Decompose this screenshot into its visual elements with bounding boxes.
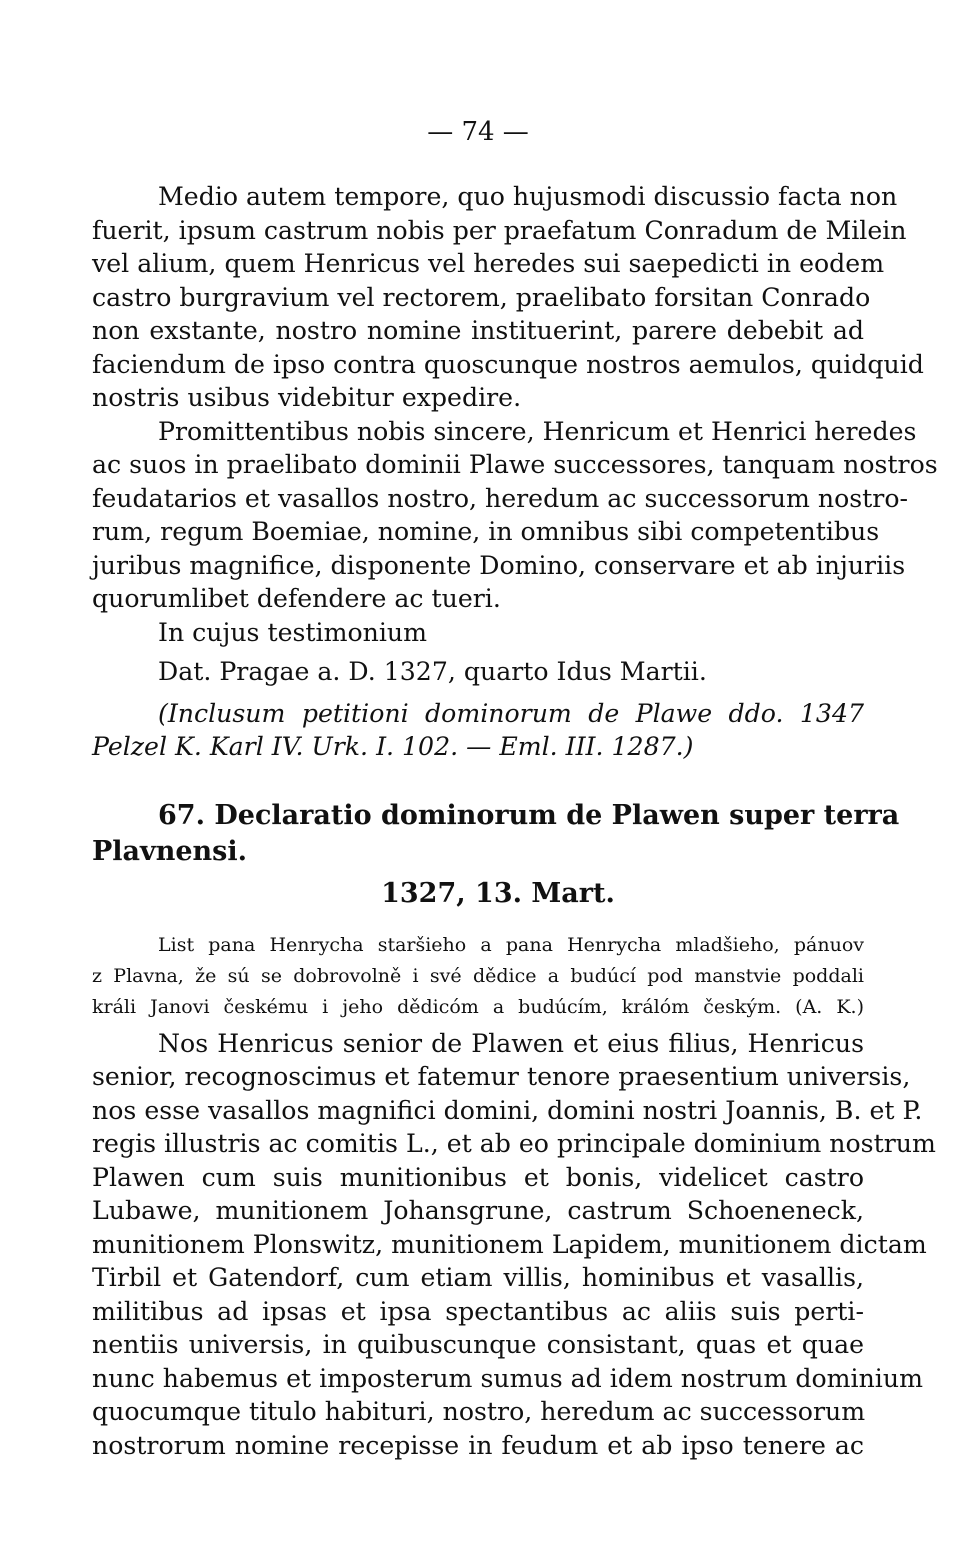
dating-clause: Dat. Pragae a. D. 1327, quarto Idus Martii. bbox=[158, 657, 707, 686]
text-line: Nos Henricus senior de Plawen et eius filius, Henricus bbox=[158, 1028, 864, 1058]
testimonium-line: In cujus testimonium bbox=[158, 617, 428, 647]
text-line: nostris usibus videbitur expedire. bbox=[92, 383, 522, 412]
text-line: castro burgravium vel rectorem, praelibato forsitan Conrado bbox=[92, 282, 871, 312]
text-line: Promittentibus nobis sincere, Henricum et Henrici heredes bbox=[158, 416, 917, 446]
text-line: nentiis universis, in quibuscunque consistant, quas et quae bbox=[92, 1330, 864, 1359]
text-line: faciendum de ipso contra quoscunque nostros aemulos, quidquid bbox=[92, 349, 924, 379]
document-heading: Plavnensi. bbox=[92, 835, 248, 867]
text-line: militibus ad ipsas et ipsa spectantibus ac aliis suis perti- bbox=[92, 1296, 864, 1326]
text-line: quorumlibet defendere ac tueri. bbox=[92, 584, 501, 613]
text-line: Lubawe, munitionem Johansgrune, castrum Schoeneneck, bbox=[92, 1196, 864, 1225]
text-line: Tirbil et Gatendorf, cum etiam villis, hominibus et vasallis, bbox=[92, 1263, 864, 1292]
text-line: vel alium, quem Henricus vel heredes sui saepedicti in eodem bbox=[92, 249, 885, 278]
text-line: nostrorum nomine recepisse in feudum et ab ipso tenere ac bbox=[92, 1430, 864, 1460]
paragraph-2 bbox=[92, 415, 938, 616]
edition-note bbox=[92, 697, 864, 764]
document-date: 1327, 13. Mart. bbox=[381, 877, 615, 909]
summary-line: z Plavna, že sú se dobrovolně i své dědice a budúcí pod manstvie poddali bbox=[92, 964, 864, 987]
text-line: nos esse vasallos magnifici domini, domini nostri Joannis, B. et P. bbox=[92, 1095, 923, 1125]
document-67 bbox=[92, 798, 936, 1463]
czech-summary bbox=[92, 930, 864, 1023]
text-line: juribus magnifice, disponente Domino, conservare et ab injuriis bbox=[92, 550, 906, 580]
text-line: munitionem Plonswitz, munitionem Lapidem, munitionem dictam bbox=[92, 1229, 927, 1259]
text-line: Plawen cum suis munitionibus et bonis, videlicet castro bbox=[92, 1162, 864, 1192]
text-line: Medio autem tempore, quo hujusmodi discussio facta non bbox=[158, 182, 898, 211]
document-heading: 67. Declaratio dominorum de Plawen super terra bbox=[158, 799, 900, 831]
summary-line: List pana Henrycha staršieho a pana Henrycha mladšieho, pánuov bbox=[158, 933, 864, 956]
edition-note-line: Pelzel K. Karl IV. Urk. I. 102. — Eml. III. 1287.) bbox=[92, 732, 694, 761]
edition-note-line: (Inclusum petitioni dominorum de Plawe ddo. 1347 bbox=[158, 698, 864, 728]
text-line: rum, regum Boemiae, nomine, in omnibus sibi competentibus bbox=[92, 517, 880, 546]
page-number: — 74 — bbox=[427, 117, 529, 147]
text-line: ac suos in praelibato dominii Plawe successores, tanquam nostros bbox=[92, 450, 938, 479]
text-line: fuerit, ipsum castrum nobis per praefatum Conradum de Milein bbox=[92, 215, 907, 245]
summary-line: králi Janovi českému i jeho dědicóm a budúcím, králóm českým. (A. K.) bbox=[92, 995, 864, 1018]
text-line: regis illustris ac comitis L., et ab eo principale dominium nostrum bbox=[92, 1129, 936, 1158]
paragraph-1 bbox=[92, 180, 924, 415]
text-line: quocumque titulo habituri, nostro, heredum ac successorum bbox=[92, 1397, 866, 1426]
text-line: non exstante, nostro nomine instituerint, parere debebit ad bbox=[92, 316, 864, 345]
document-body bbox=[92, 1027, 936, 1463]
document-page bbox=[92, 112, 938, 1462]
text-line: feudatarios et vasallos nostro, heredum ac successorum nostro- bbox=[92, 483, 909, 513]
text-line: nunc habemus et imposterum sumus ad idem nostrum dominium bbox=[92, 1363, 923, 1393]
text-line: senior, recognoscimus et fatemur tenore praesentium universis, bbox=[92, 1062, 911, 1091]
